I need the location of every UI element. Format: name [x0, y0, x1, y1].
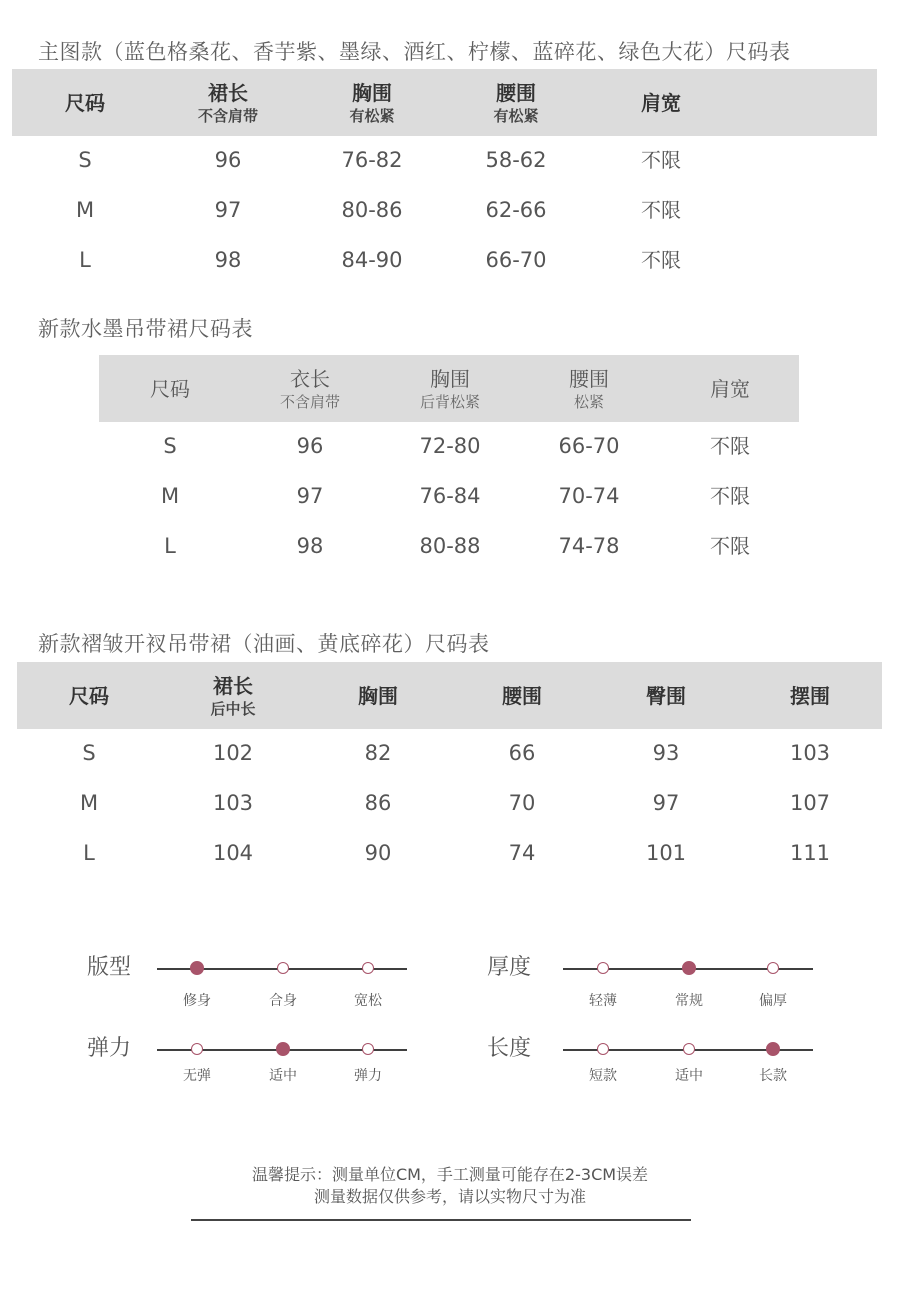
table-1-header — [12, 69, 877, 136]
header-sublabel: 不含肩带 — [279, 392, 341, 411]
cell-bust: 80-88 — [419, 534, 481, 558]
cell-skirt-length: 103 — [212, 791, 254, 815]
header-sublabel: 有松紧 — [349, 106, 395, 125]
feature-label: 版型 — [87, 955, 132, 980]
scale-dot-selected — [682, 961, 696, 975]
scale-option: 适中 — [675, 1068, 703, 1084]
cell-hem: 111 — [789, 841, 831, 865]
table-2-title: 新款水墨吊带裙尺码表 — [38, 317, 253, 341]
cell-waist: 74-78 — [558, 534, 620, 558]
table-1-header-bust — [349, 69, 394, 136]
cell-bust: 86 — [364, 791, 392, 815]
scale-dot — [683, 1043, 695, 1055]
table-1-title: 主图款（蓝色格桑花、香芋紫、墨绿、酒红、柠檬、蓝碎花、绿色大花）尺码表 — [38, 40, 791, 64]
table-row — [17, 728, 882, 778]
scale-option: 短款 — [589, 1068, 617, 1084]
cell-shoulder: 不限 — [710, 534, 750, 558]
table-2-header-shoulder — [710, 355, 750, 422]
cell-waist: 62-66 — [485, 198, 547, 222]
scale-option: 宽松 — [354, 993, 382, 1009]
cell-bust: 84-90 — [341, 248, 403, 272]
header-label: 胸围 — [429, 366, 470, 391]
cell-bust: 80-86 — [341, 198, 403, 222]
table-2-header — [99, 355, 799, 422]
table-1-header-waist — [493, 69, 538, 136]
cell-bust: 76-84 — [419, 484, 481, 508]
cell-waist: 58-62 — [485, 148, 547, 172]
cell-shoulder: 不限 — [641, 248, 681, 272]
cell-size: S — [82, 741, 96, 765]
table-3-body — [17, 728, 882, 878]
cell-size: L — [79, 248, 91, 272]
header-label: 腰围 — [495, 80, 536, 105]
table-row — [99, 521, 799, 571]
cell-skirt-length: 96 — [214, 148, 242, 172]
table-row — [17, 828, 882, 878]
feature-thickness — [487, 950, 827, 1020]
feature-label: 长度 — [487, 1036, 532, 1061]
feature-label: 厚度 — [487, 955, 532, 980]
header-sublabel: 后中长 — [210, 699, 256, 718]
header-sublabel: 不含肩带 — [197, 106, 259, 125]
header-label: 衣长 — [289, 366, 330, 391]
cell-waist: 66-70 — [485, 248, 547, 272]
scale-option: 无弹 — [183, 1068, 211, 1084]
scale-option: 合身 — [269, 993, 297, 1009]
cell-shoulder: 不限 — [710, 434, 750, 458]
cell-waist: 66 — [508, 741, 536, 765]
table-row — [12, 185, 877, 235]
notice-line-1: 温馨提示：测量单位CM，手工测量可能存在2-3CM误差 — [251, 1165, 649, 1184]
cell-hem: 103 — [789, 741, 831, 765]
scale-dot — [362, 962, 374, 974]
cell-length: 96 — [296, 434, 324, 458]
header-label: 尺码 — [150, 376, 190, 401]
cell-skirt-length: 98 — [214, 248, 242, 272]
table-2-header-length — [280, 355, 340, 422]
table-row — [17, 778, 882, 828]
header-sublabel: 松紧 — [573, 392, 604, 411]
cell-waist: 70 — [508, 791, 536, 815]
scale-option: 适中 — [269, 1068, 297, 1084]
table-row — [99, 471, 799, 521]
scale-dot — [191, 1043, 203, 1055]
cell-bust: 90 — [364, 841, 392, 865]
cell-bust: 82 — [364, 741, 392, 765]
table-3-header — [17, 662, 882, 729]
table-1-header-size — [65, 69, 105, 136]
table-2-header-size — [150, 355, 190, 422]
header-label: 臀围 — [646, 683, 686, 708]
cell-size: M — [79, 791, 99, 815]
cell-skirt-length: 97 — [214, 198, 242, 222]
cell-shoulder: 不限 — [710, 484, 750, 508]
header-label: 肩宽 — [641, 90, 681, 115]
table-3-header-hem — [790, 662, 830, 729]
cell-bust: 72-80 — [419, 434, 481, 458]
feature-elasticity — [87, 1031, 427, 1101]
feature-length — [487, 1031, 827, 1101]
cell-waist: 70-74 — [558, 484, 620, 508]
cell-shoulder: 不限 — [641, 148, 681, 172]
scale-option: 修身 — [183, 993, 211, 1009]
scale-option: 弹力 — [354, 1068, 382, 1084]
scale-dot — [767, 962, 779, 974]
header-label: 摆围 — [790, 683, 830, 708]
cell-skirt-length: 102 — [212, 741, 254, 765]
table-2-header-bust — [420, 355, 480, 422]
table-2-header-waist — [569, 355, 609, 422]
table-3-title: 新款褶皱开衩吊带裙（油画、黄底碎花）尺码表 — [38, 632, 490, 656]
scale-dot — [597, 962, 609, 974]
cell-hem: 107 — [789, 791, 831, 815]
header-label: 腰围 — [502, 683, 542, 708]
cell-hip: 97 — [652, 791, 680, 815]
scale-option: 偏厚 — [759, 993, 787, 1009]
table-1-header-shoulder — [641, 69, 681, 136]
table-row — [12, 235, 877, 285]
table-3-header-size — [69, 662, 109, 729]
divider — [191, 1219, 691, 1221]
header-label: 胸围 — [358, 683, 398, 708]
scale-dot — [362, 1043, 374, 1055]
table-row — [99, 421, 799, 471]
cell-hip: 93 — [652, 741, 680, 765]
cell-size: M — [75, 198, 95, 222]
scale-option: 长款 — [759, 1068, 787, 1084]
cell-size: S — [78, 148, 92, 172]
table-1-header-skirt-length — [198, 69, 258, 136]
cell-hip: 101 — [645, 841, 687, 865]
scale-option: 轻薄 — [589, 993, 617, 1009]
table-3-header-bust — [358, 662, 398, 729]
scale-option: 常规 — [675, 993, 703, 1009]
feature-label: 弹力 — [87, 1036, 132, 1061]
scale-dot — [597, 1043, 609, 1055]
cell-size: S — [163, 434, 177, 458]
header-label: 尺码 — [69, 683, 109, 708]
header-label: 肩宽 — [710, 376, 750, 401]
table-3-header-hip — [646, 662, 686, 729]
header-label: 腰围 — [569, 366, 609, 391]
header-label: 裙长 — [207, 80, 248, 105]
scale-dot — [277, 962, 289, 974]
header-label: 尺码 — [65, 90, 105, 115]
scale-dot-selected — [766, 1042, 780, 1056]
header-label: 裙长 — [212, 673, 253, 698]
header-sublabel: 后背松紧 — [419, 392, 481, 411]
cell-size: L — [83, 841, 95, 865]
scale-dot-selected — [190, 961, 204, 975]
cell-length: 98 — [296, 534, 324, 558]
notice-line-2: 测量数据仅供参考，请以实物尺寸为准 — [313, 1187, 586, 1206]
table-3-header-skirt-length — [210, 662, 255, 729]
header-sublabel: 有松紧 — [493, 106, 539, 125]
table-3-header-waist — [502, 662, 542, 729]
table-2-body — [99, 421, 799, 571]
cell-length: 97 — [296, 484, 324, 508]
cell-size: L — [164, 534, 176, 558]
cell-size: M — [160, 484, 180, 508]
feature-fit — [87, 950, 427, 1020]
header-label: 胸围 — [351, 80, 392, 105]
cell-waist: 66-70 — [558, 434, 620, 458]
cell-bust: 76-82 — [341, 148, 403, 172]
cell-shoulder: 不限 — [641, 198, 681, 222]
table-1-body — [12, 135, 877, 285]
cell-waist: 74 — [508, 841, 536, 865]
cell-skirt-length: 104 — [212, 841, 254, 865]
scale-dot-selected — [276, 1042, 290, 1056]
table-row — [12, 135, 877, 185]
